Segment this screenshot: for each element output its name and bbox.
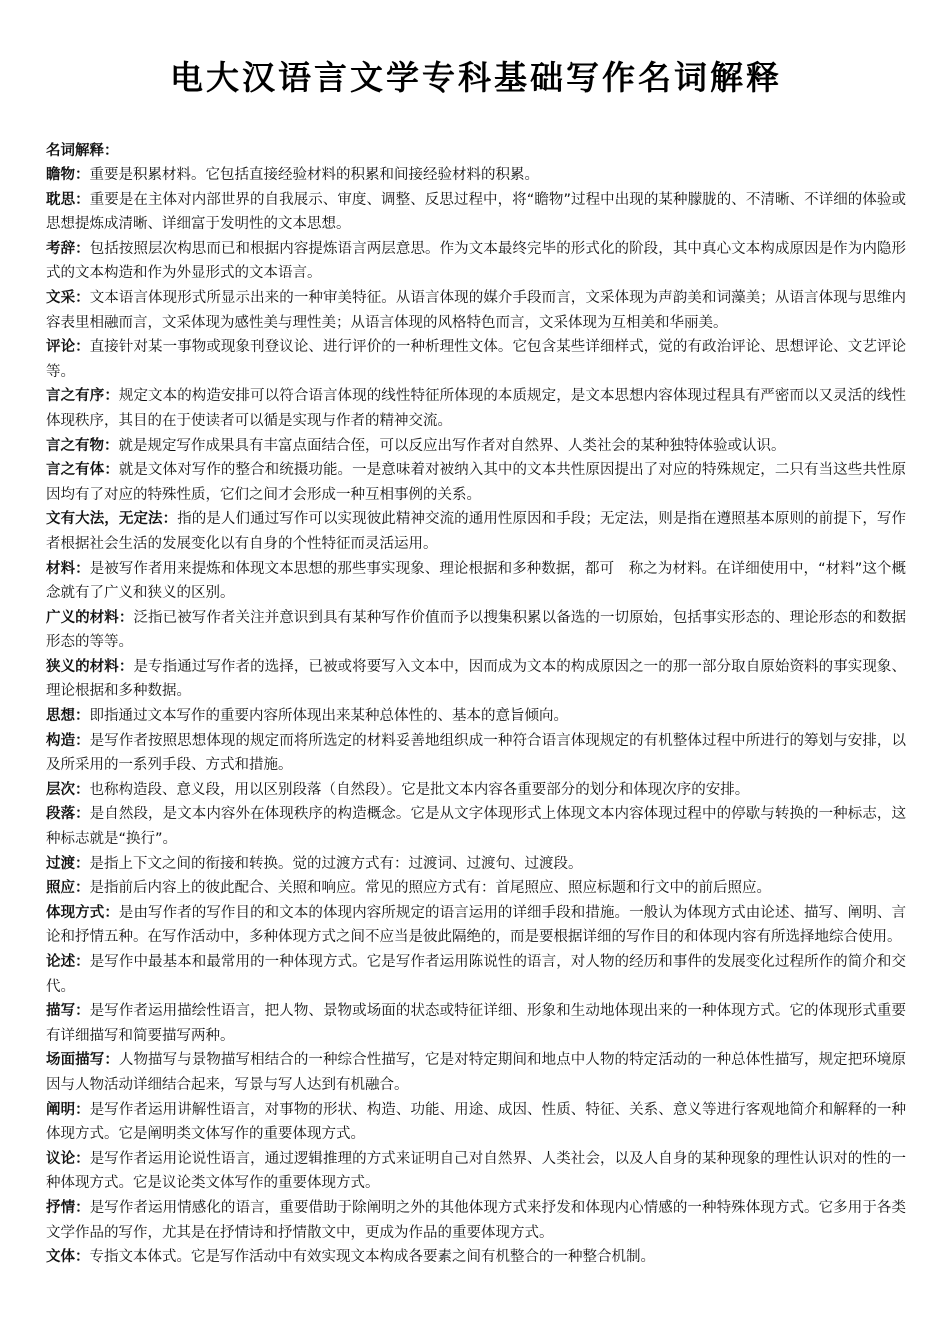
glossary-definition: 是写作者运用情感化的语言，重要借助于除阐明之外的其他体现方式来抒发和体现内心情感的一种特殊体现方式。它多用于各类文学作品的写作，尤其是在抒情诗和抒情散文中，更成为作品的重要体现方式。	[46, 1199, 906, 1241]
glossary-entry	[46, 557, 906, 606]
glossary-entry	[46, 901, 906, 950]
glossary-separator: ：	[104, 437, 119, 454]
glossary-entry	[46, 999, 906, 1048]
glossary-definition: 重要是积累材料。它包括直接经验材料的积累和间接经验材料的积累。	[89, 167, 539, 183]
glossary-term: 层次	[46, 781, 75, 798]
glossary-term: 考辞	[46, 240, 76, 257]
glossary-term: 思想	[46, 708, 75, 725]
glossary-separator: ：	[75, 1101, 90, 1118]
glossary-term: 言之有体	[46, 462, 105, 479]
glossary-separator: ：	[75, 240, 90, 257]
glossary-term: 照应	[46, 880, 75, 897]
glossary-entry	[46, 852, 906, 877]
glossary-definition: 是自然段，是文本内容外在体现秩序的构造概念。它是从文字体现形式上体现文本内容体现过程中的停歇与转换的一种标志，这种标志就是“换行”。	[46, 806, 906, 848]
glossary-separator: ：	[75, 1249, 90, 1266]
glossary-term: 狭义的材料	[46, 658, 119, 675]
glossary-term: 言之有序	[46, 388, 105, 405]
glossary-entry	[46, 1048, 906, 1097]
glossary-definition: 是写作中最基本和最常用的一种体现方式。它是写作者运用陈说性的语言，对人物的经历和事件的发展变化过程所作的简介和交代。	[46, 954, 906, 995]
glossary-definition: 也称构造段、意义段，用以区别段落（自然段）。它是批文本内容各重要部分的划分和体现次序的安排。	[89, 781, 750, 798]
glossary-entry	[46, 729, 906, 778]
glossary-definition: 专指文本体式。它是写作活动中有效实现文本构成各要素之间有机整合的一种整合机制。	[89, 1249, 655, 1266]
glossary-separator: ：	[118, 609, 134, 626]
glossary-definition: 是写作者运用论说性语言，通过逻辑推理的方式来证明自己对自然界、人类社会，以及人自身的某种现象的理性认识对的性的一种体现方式。它是议论类文体写作的重要体现方式。	[46, 1150, 906, 1192]
glossary-definition: 是指上下文之间的衔接和转换。觉的过渡方式有：过渡词、过渡句、过渡段。	[89, 855, 583, 872]
glossary-term: 瞻物	[46, 167, 75, 183]
glossary-entry	[46, 384, 906, 433]
section-heading: 名词解释：	[46, 143, 119, 159]
glossary-separator: ：	[75, 191, 90, 208]
glossary-term: 评论	[46, 339, 76, 356]
glossary-entry	[46, 458, 906, 507]
glossary-definition: 泛指已被写作者关注并意识到具有某种写作价值而予以搜集积累以备选的一切原始，包括事实形态的、理论形态的和数据形态的等等。	[46, 609, 906, 651]
document-title: 电大汉语言文学专科基础写作名词解释	[170, 58, 782, 97]
glossary-entry	[46, 606, 906, 655]
glossary-definition: 重要是在主体对内部世界的自我展示、审度、调整、反思过程中，将“瞻物”过程中出现的某种朦胧的、不清晰、不详细的体验或思想提炼成清晰、详细富于发明性的文本思想。	[46, 191, 907, 233]
glossary-separator: ：	[104, 462, 119, 479]
glossary-term: 材料	[46, 560, 76, 577]
glossary-entry	[46, 876, 906, 901]
glossary-entry	[46, 507, 906, 556]
glossary-separator: ：	[104, 388, 119, 405]
glossary-entry	[46, 802, 906, 851]
glossary-definition: 是写作者运用讲解性语言，对事物的形状、构造、功能、用途、成因、性质、特征、关系、意义等进行客观地简介和解释的一种体现方式。它是阐明类文体写作的重要体现方式。	[46, 1101, 906, 1143]
glossary-entry	[46, 188, 906, 237]
glossary-separator: ：	[75, 708, 90, 725]
glossary-term: 耽思	[46, 191, 76, 208]
glossary-term: 议论	[46, 1150, 76, 1167]
glossary-term: 场面描写	[46, 1052, 105, 1069]
glossary-separator: ：	[75, 806, 90, 823]
glossary-entry	[46, 1098, 906, 1147]
glossary-term: 构造	[46, 732, 76, 749]
glossary-entry	[46, 950, 906, 999]
glossary-entry	[46, 335, 906, 384]
glossary-separator: ：	[75, 954, 90, 970]
glossary-entry	[46, 778, 906, 803]
glossary-term: 体现方式	[46, 904, 105, 921]
glossary-definition: 是由写作者的写作目的和文本的体现内容所规定的语言运用的详细手段和措施。一般认为体现方式由论述、描写、阐明、言论和抒情五种。在写作活动中，多种体现方式之间不应当是彼此隔绝的，而是要根据详细的写作目的和体现内容有所选择地综合使用。	[46, 904, 906, 946]
glossary-definition: 是被写作者用来提炼和体现文本思想的那些事实现象、理论根据和多种数据，都可 称之为材料。在详细使用中，“材料”这个概念就有了广义和狭义的区别。	[46, 560, 907, 602]
glossary-entry	[46, 1245, 906, 1270]
glossary-definition: 是专指通过写作者的选择，已被或将要写入文本中，因而成为文本的构成原因之一的那一部分取自原始资料的事实现象、理论根据和多种数据。	[46, 658, 906, 700]
glossary-definition: 规定文本的构造安排可以符合语言体现的线性特征所体现的本质规定，是文本思想内容体现过程具有严密而以又灵活的线性体现秩序，其目的在于使读者可以循是实现与作者的精神交流。	[46, 388, 906, 429]
glossary-separator: ：	[104, 1052, 119, 1069]
glossary-entry	[46, 237, 906, 286]
glossary-entry	[46, 655, 906, 704]
glossary-separator: ：	[75, 1003, 90, 1020]
glossary-separator: ：	[75, 732, 90, 749]
glossary-separator: ：	[75, 880, 90, 897]
glossary-separator: ：	[75, 289, 90, 306]
glossary-definition: 就是规定写作成果具有丰富点面结合侄，可以反应出写作者对自然界、人类社会的某种独特体验或认识。	[118, 437, 786, 454]
glossary-term: 文体	[46, 1249, 75, 1266]
glossary-separator: ：	[75, 781, 90, 798]
glossary-term: 广义的材料	[46, 609, 119, 626]
glossary-term: 言之有物	[46, 437, 104, 454]
glossary-separator: ：	[75, 167, 90, 183]
glossary-definition: 指的是人们通过写作可以实现彼此精神交流的通用性原因和手段；无定法，则是指在遵照基本原则的前提下，写作者根据社会生活的发展变化以有自身的个性特征而灵活运用。	[46, 511, 907, 552]
glossary-definition: 文本语言体现形式所显示出来的一种审美特征。从语言体现的媒介手段而言，文采体现为声韵美和词藻美；从语言体现与思维内容表里相融而言，文采体现为感性美与理性美；从语言体现的风格特色而言，文采体现为互相美和华丽美。	[46, 289, 906, 331]
glossary-definition: 是指前后内容上的彼此配合、关照和响应。常见的照应方式有：首尾照应、照应标题和行文中的前后照应。	[89, 880, 771, 897]
glossary-term: 抒情	[46, 1199, 76, 1216]
glossary-definition: 包括按照层次构思而已和根据内容提炼语言两层意思。作为文本最终完毕的形式化的阶段，其中真心文本构成原因是作为内隐形式的文本构造和作为外显形式的文本语言。	[46, 240, 906, 282]
glossary-term: 阐明	[46, 1101, 76, 1118]
glossary-separator: ：	[75, 560, 90, 577]
glossary-term: 文采	[46, 289, 76, 306]
glossary-separator: ：	[118, 658, 134, 675]
glossary-term: 段落	[46, 806, 76, 823]
glossary-list	[46, 163, 906, 1270]
glossary-definition: 是写作者运用描绘性语言，把人物、景物或场面的状态或特征详细、形象和生动地体现出来的一种体现方式。它的体现形式重要有详细描写和简要描写两种。	[46, 1003, 906, 1044]
glossary-definition: 直接针对某一事物或现象刊登议论、进行评价的一种析理性文体。它包含某些详细样式，觉的有政治评论、思想评论、文艺评论等。	[46, 339, 906, 380]
glossary-separator: ：	[75, 1150, 90, 1167]
glossary-entry	[46, 1147, 906, 1196]
document-page	[46, 40, 906, 1270]
glossary-definition: 就是文体对写作的整合和统摄功能。一是意味着对被纳入其中的文本共性原因提出了对应的特殊规定，二只有当这些共性原因均有了对应的特殊性质，它们之间才会形成一种互相事例的关系。	[46, 462, 906, 503]
glossary-entry	[46, 163, 906, 188]
glossary-separator: ：	[104, 904, 119, 921]
glossary-definition: 即指通过文本写作的重要内容所体现出来某种总体性的、基本的意旨倾向。	[89, 708, 568, 725]
glossary-entry	[46, 1196, 906, 1245]
glossary-definition: 人物描写与景物描写相结合的一种综合性描写，它是对特定期间和地点中人物的特定活动的一种总体性描写，规定把环境原因与人物活动详细结合起来，写景与写人达到有机融合。	[46, 1052, 906, 1093]
glossary-entry	[46, 286, 906, 335]
glossary-separator: ：	[162, 511, 178, 528]
glossary-entry	[46, 704, 906, 729]
glossary-term: 描写	[46, 1003, 76, 1020]
glossary-term: 过渡	[46, 855, 75, 872]
glossary-entry	[46, 434, 906, 459]
glossary-separator: ：	[75, 339, 90, 356]
glossary-term: 文有大法，无定法	[46, 511, 163, 528]
glossary-definition: 是写作者按照思想体现的规定而将所选定的材料妥善地组织成一种符合语言体现规定的有机整体过程中所进行的筹划与安排，以及所采用的一系列手段、方式和措施。	[46, 732, 906, 774]
glossary-term: 论述	[46, 954, 76, 970]
glossary-separator: ：	[75, 1199, 90, 1216]
glossary-separator: ：	[75, 855, 90, 872]
